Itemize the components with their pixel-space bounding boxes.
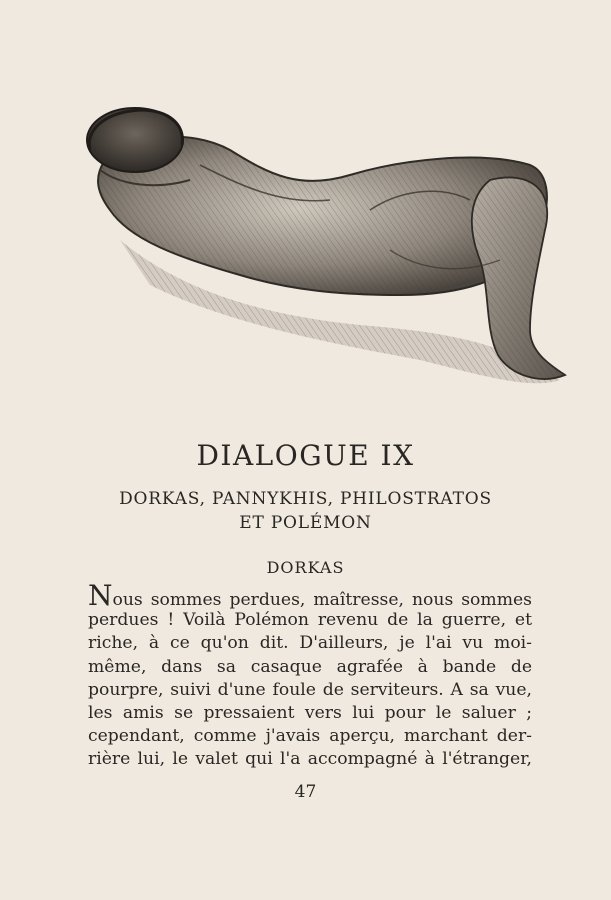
- dialogue-body: [88, 579, 532, 772]
- reclining-figure-drawing: [60, 90, 600, 410]
- drop-cap: N: [88, 579, 113, 612]
- characters-line-2: ET POLÉMON: [239, 513, 372, 533]
- page-number: 47: [294, 782, 317, 802]
- text-line: rière lui, le valet qui l'a accompagné à l'étranger,: [88, 749, 532, 770]
- text-line: pourpre, suivi d'une foule de serviteurs. A sa vue,: [88, 679, 532, 700]
- speaker-name: DORKAS: [266, 558, 345, 577]
- text-line: même, dans sa casaque agrafée à bande de: [88, 656, 532, 677]
- text-line: riche, à ce qu'on dit. D'ailleurs, je l'ai vu moi-: [88, 633, 532, 654]
- characters-line-1: DORKAS, PANNYKHIS, PHILOSTRATOS: [119, 489, 492, 509]
- dialogue-title: DIALOGUE IX: [196, 439, 415, 472]
- text-line: perdues ! Voilà Polémon revenu de la guerre, et: [88, 610, 532, 631]
- text-line: les amis se pressaient vers lui pour le saluer ;: [88, 702, 532, 723]
- text-line: cependant, comme j'avais aperçu, marchant der-: [88, 726, 532, 747]
- characters-list: [0, 487, 611, 535]
- text-line: Nous sommes perdues, maîtresse, nous sommes: [88, 579, 532, 612]
